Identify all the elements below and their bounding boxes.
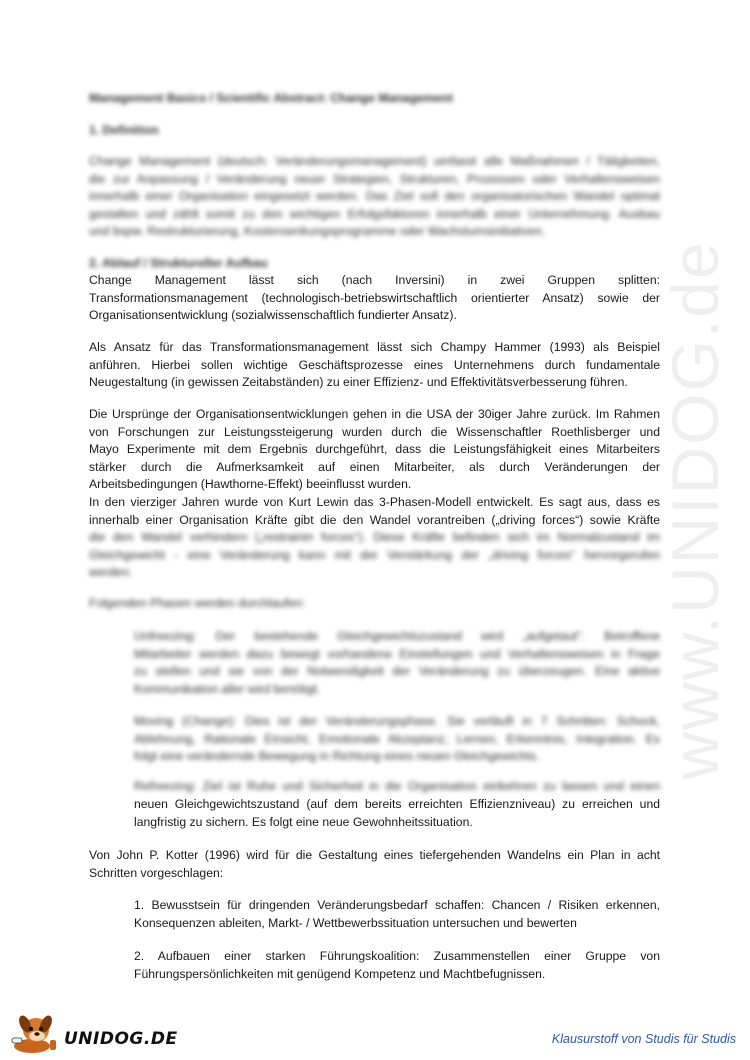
paragraph-1 [89,272,660,325]
blurred-header-section [89,90,660,108]
blurred-phases-intro [89,595,660,613]
blurred-moving [134,713,660,766]
watermark-text: www.UNIDOG.de [658,240,732,780]
text-line: und bspw. Restrukturierung, Kostensenkungsprogramme oder Wachstumsinitiativen. [89,224,546,239]
text-line: werden. [89,565,133,580]
paragraph-2 [89,339,660,392]
text-line: Organisationsentwicklung (sozialwissenschaftlich fundierter Ansatz). [89,308,457,323]
paragraph-3 [89,406,660,529]
text-line: Change Management lässt sich (nach Inversini) in zwei Gruppen splitten: [89,273,660,287]
kotter-step-1 [134,897,660,932]
blurred-paragraph-4-rest [89,529,660,582]
section-heading: 2. Ablauf / Struktureller Aufbau [89,256,268,270]
text-line: Folgenden Phasen werden durchlaufen: [89,596,306,610]
text-line: Change Management (deutsch: Veränderungsmanagement) umfasst alle Maßnahmen / Tätigkeiten, [89,154,660,168]
text-line: Gleichgewicht - eine Veränderung kann mit der Verstärkung der „driving forces“ hervorgerufen [89,547,660,562]
text-line: folgt eine verändernde Bewegung in Richtung eines neuen Gleichgewichts. [134,749,540,764]
text-line: Moving (Change): Dies ist der Veränderungsphase. Sie verläuft in 7 Schritten: Schock, [134,714,660,728]
text-line: Von John P. Kotter (1996) wird für die Gestaltung eines tiefergehenden Wandelns ein Plan in acht [89,848,660,862]
text-line: In den vierziger Jahren wurde von Kurt Lewin das 3-Phasen-Modell entwickelt. Es sagt aus, dass es [89,494,660,509]
text-line: Konsequenzen ableiten, Markt- / Wettbewerbssituation untersuchen und bewerten [134,915,577,930]
text-line: gestalten und zählt somit zu den wichtigen Erfolgsfaktoren innerhalb einer Unternehmung. Ausbau [89,206,660,221]
text-line: Ablehnung, Rationale Einsicht, Emotionale Akzeptanz, Lernen, Erkenntnis, Integration. Es [134,731,660,746]
text-line: Mitarbeiter werden dazu bewegt vorhandene Einstellungen und Verhaltensweisen in Frage [134,646,660,661]
text-line: langfristig zu sichern. Es folgt eine neue Gewohnheitssituation. [134,814,473,829]
text-line: Refreezing: Ziel ist Ruhe und Sicherheit in die Organisation einkehren zu lassen und einen [134,779,660,793]
logo-text: UNIDOG.DE [64,1029,178,1049]
text-line: stärker durch die Aufmerksamkeit auf einen Mitarbeiter, als durch Veränderungen der [89,459,660,474]
text-line: die zur Anpassung / Veränderung neuer Strategien, Strukturen, Prozessen oder Verhaltensweisen [89,171,660,186]
text-line: neuen Gleichgewichtszustand (auf dem bereits erreichten Effizienzniveau) zu erreichen und [134,797,660,811]
text-line: Transformationsmanagement (technologisch-betriebswirtschaftlich orientierter Ansatz) sowie der [89,290,660,305]
footer-tagline: Klausurstoff von Studis für Studis [551,1032,736,1046]
text-line: Mayo Experimente mit dem Ergebnis durchgeführt, dass die Leistungsfähigkeit eines Mitarbeiters [89,442,660,457]
text-line: Neugestaltung (in gewissen Zeitabständen) zu einer Effizienz- und Effektivitätsverbesserung führen. [89,375,628,390]
text-line: innerhalb einer Organisation Kräfte gibt die den Wandel vorantreiben („driving forces“) sowie Kräfte [89,512,660,527]
kotter-paragraph [89,847,660,882]
text-line: 1. Bewusstsein für dringenden Veränderungsbedarf schaffen: Chancen / Risiken erkennen, [134,898,660,912]
text-line: zu stellen und sie von der Notwendigkeit der Veränderung zu überzeugen. Eine aktive [134,664,660,679]
document-title: Management Basics / Scientific Abstract: Change Management [89,91,453,105]
text-line: 2. Aufbauen einer starken Führungskoalition: Zusammenstellen einer Gruppe von [134,949,660,963]
text-line: Führungspersönlichkeiten mit genügend Kompetenz und Machtbefugnissen. [134,966,546,981]
text-line: Als Ansatz für das Transformationsmanagement lässt sich Champy Hammer (1993) als Beispiel [89,340,660,354]
blurred-unfreezing [134,628,660,698]
text-line: anführen. Hierbei sollen wichtige Geschäftsprozesse eines Unternehmens durch fundamentale [89,357,660,372]
blurred-refreezing [134,778,660,796]
text-line: Die Ursprünge der Organisationsentwicklungen gehen in die USA der 30iger Jahre zurück. Im Rahmen [89,407,660,421]
section-heading: 1. Definition [89,123,159,137]
text-line: Arbeitsbedingungen (Hawthorne-Effekt) beeinflusst wurden. [89,477,412,492]
blurred-section2 [89,255,660,273]
text-line: innerhalb einer Organisation eingesetzt werden. Das Ziel soll den organisatorischen Wandel optimal [89,189,660,204]
refreezing-continuation [134,796,660,831]
text-line: von Forschungen zur Leistungssteigerung wurden durch die Wissenschaftler Roethlisberger und [89,424,660,439]
blurred-definition [89,153,660,241]
text-line: Schritten vorgeschlagen: [89,865,224,880]
text-line: Unfreezing: Der bestehende Gleichgewichtszustand wird „aufgetaut“. Betroffene [134,629,660,643]
text-line: die den Wandel verhindern („restrainin forces“). Diese Kräfte befinden sich im Normalzustand im [89,530,660,544]
kotter-step-2 [134,948,660,983]
blurred-section1 [89,122,660,140]
text-line: Kommunikation aller wird benötigt. [134,681,321,696]
unidog-logo [6,1010,178,1056]
dog-mascot-icon [6,1010,64,1056]
